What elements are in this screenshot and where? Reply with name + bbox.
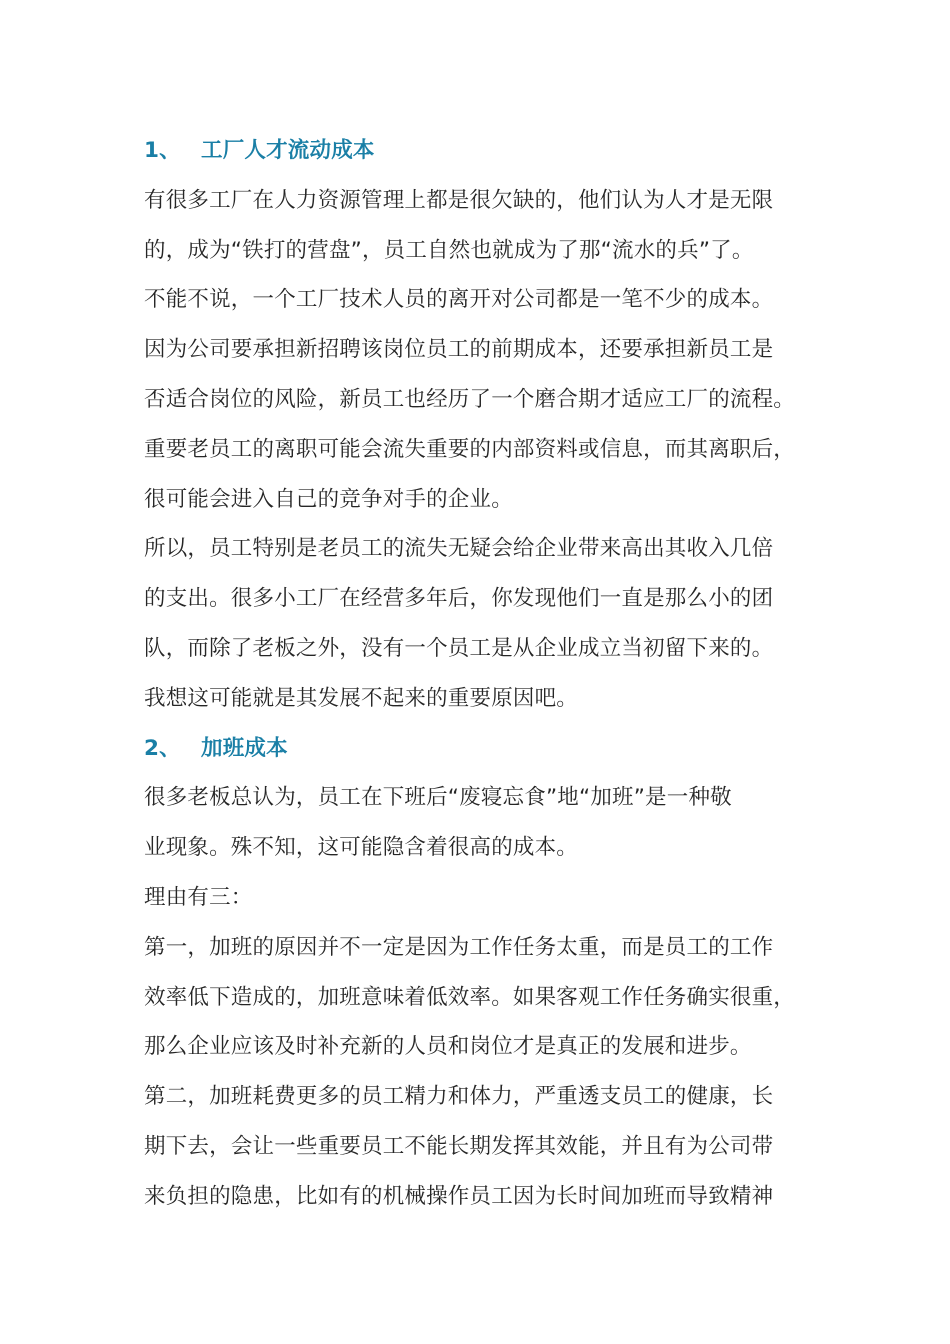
section-1-line: 重要老员工的离职可能会流失重要的内部资料或信息，而其离职后， — [144, 436, 796, 462]
section-2-line: 效率低下造成的，加班意味着低效率。如果客观工作任务确实很重， — [144, 984, 796, 1010]
section-1-heading — [144, 126, 824, 176]
section-2-title: 加班成本 — [201, 735, 288, 761]
section-1-number: 1、 — [144, 138, 181, 163]
section-1-line: 因为公司要承担新招聘该岗位员工的前期成本，还要承担新员工是 — [144, 337, 774, 363]
section-2-number: 2、 — [144, 735, 181, 761]
section-1-line: 有很多工厂在人力资源管理上都是很欠缺的，他们认为人才是无限 — [144, 187, 774, 213]
section-1-line: 的支出。很多小工厂在经营多年后，你发现他们一直是那么小的团 — [144, 586, 774, 612]
section-2-line: 很多老板总认为，员工在下班后“废寝忘食”地“加班”是一种敬 — [144, 785, 732, 811]
section-1-title: 工厂人才流动成本 — [201, 138, 375, 163]
section-1-line: 所以，员工特别是老员工的流失无疑会给企业带来高出其收入几倍 — [144, 536, 774, 562]
section-1-line: 不能不说，一个工厂技术人员的离开对公司都是一笔不少的成本。 — [144, 287, 774, 313]
section-1-line: 队，而除了老板之外，没有一个员工是从企业成立当初留下来的。 — [144, 635, 774, 661]
section-1-line: 很可能会进入自己的竞争对手的企业。 — [144, 486, 513, 512]
section-2-line: 理由有三： — [144, 884, 253, 910]
section-2-line: 期下去，会让一些重要员工不能长期发挥其效能，并且有为公司带 — [144, 1133, 774, 1159]
section-1-line: 的，成为“铁打的营盘”，员工自然也就成为了那“流水的兵”了。 — [144, 237, 754, 263]
section-2-line: 业现象。殊不知，这可能隐含着很高的成本。 — [144, 835, 579, 861]
section-2-heading — [144, 724, 824, 774]
section-2-line: 那么企业应该及时补充新的人员和岗位才是真正的发展和进步。 — [144, 1034, 752, 1060]
section-1-line: 我想这可能就是其发展不起来的重要原因吧。 — [144, 685, 579, 711]
section-2-line: 第一，加班的原因并不一定是因为工作任务太重，而是员工的工作 — [144, 934, 774, 960]
section-2-line: 来负担的隐患，比如有的机械操作员工因为长时间加班而导致精神 — [144, 1183, 774, 1209]
section-2-line: 第二，加班耗费更多的员工精力和体力，严重透支员工的健康，长 — [144, 1084, 774, 1110]
section-1-line: 否适合岗位的风险，新员工也经历了一个磨合期才适应工厂的流程。 — [144, 386, 796, 412]
document-body — [144, 126, 824, 1222]
